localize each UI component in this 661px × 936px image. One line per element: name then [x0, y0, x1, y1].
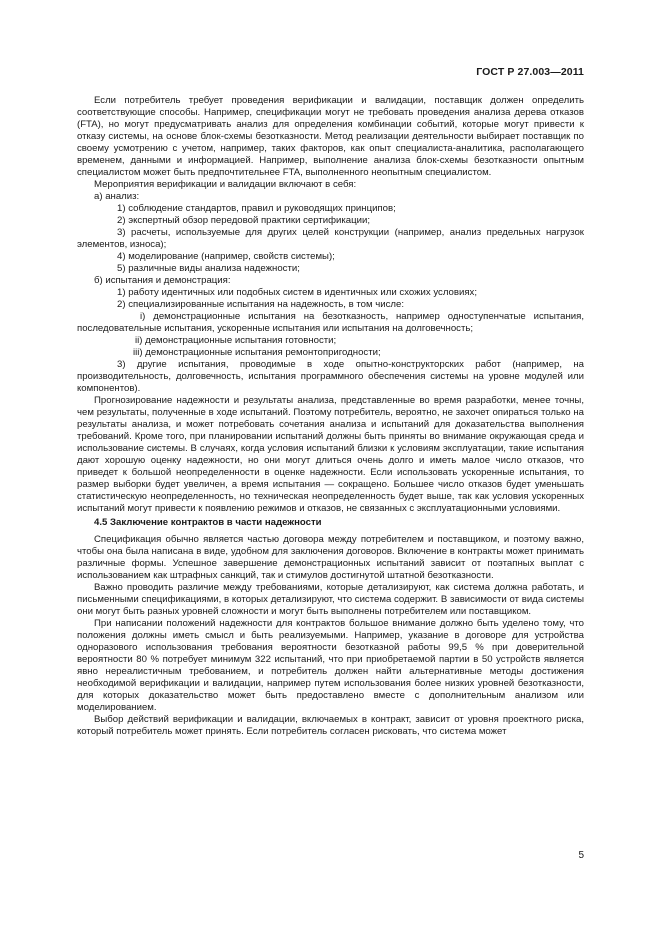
- section-heading: 4.5 Заключение контрактов в части надежности: [94, 517, 322, 528]
- paragraph: Прогнозирование надежности и результаты анализа, представленные во время разработки, менее точны, чем результаты, полученные в ходе испытаний. Поэтому потребитель, вероятно, не захочет опираться только на результаты анализа, и может потребовать сочетания анализа и испытаний для доказательства выполнения требований. Кроме того, при планировании испытаний должны быть приняты во внимание окружающая среда и использование системы. В случаях, когда условия испытаний близки к условиям эксплуатации, такие испытания дают хорошую оценку надежности, но они могут длиться очень долго и иметь малое число отказов, что приведет к большой неопределенности в оценке надежности. Если использовать ускоренные испытания, то размер выборки будет увеличен, а время испытания — сокращено. Большее число отказов будет уменьшать статистическую неопределенность, но техническая неопределенность будет выше, так как условия ускоренных испытаний могут привести к появлению режимов и отказов, не связанных с эксплуатационными условиями.: [77, 395, 584, 514]
- paragraph: Если потребитель требует проведения верификации и валидации, поставщик должен определить соответствующие способы. Например, спецификации могут не требовать проведения анализа дерева отказов (FTA), но могут предусматривать анализ для определения комбинации событий, которые могут привести к отказу системы, на основе блок-схемы безотказности. Метод реализации деятельности выбирает поставщик по своему усмотрению с учетом, например, таких факторов, как опыт специалиста-аналитика, располагающего временем, данными и информацией. Например, выполнение анализа блок-схемы безотказности опытным специалистом может быть предпочтительнее FTA, выполненного неопытным специалистом.: [77, 95, 584, 178]
- list-item-b2: 2) специализированные испытания на надежность, в том числе:: [117, 299, 405, 310]
- list-item-b2-iii: iii) демонстрационные испытания ремонтопригодности;: [133, 347, 381, 358]
- paragraph: При написании положений надежности для контрактов большое внимание должно быть уделено тому, что положения должны иметь смысл и быть реализуемыми. Например, указание в договоре для устройства одноразового использования требования вероятности безотказной работы 99,5 % при доверительной вероятности 80 % потребует минимум 322 испытаний, что при приобретаемой партии в 50 устройств является явно нереалистичным требованием, и потребитель должен найти альтернативные методы достижения необходимой верификации и валидации, например путем использования более низких уровней безотказности, для которых доказательство может быть предоставлено вместе с дополнительным анализом или моделированием.: [77, 618, 584, 713]
- list-item-a: а) анализ:: [94, 191, 140, 202]
- document-header: ГОСТ Р 27.003—2011: [476, 66, 584, 78]
- paragraph: Выбор действий верификации и валидации, включаемых в контракт, зависит от уровня проектного риска, который потребитель может принять. Если потребитель согласен рисковать, что система может: [77, 714, 584, 737]
- page-body: [77, 95, 584, 738]
- list-item-a3: 3) расчеты, используемые для других целей конструкции (например, анализ предельных нагрузок элементов, износа);: [77, 227, 584, 250]
- page-number: 5: [578, 850, 584, 861]
- list-item-b: б) испытания и демонстрация:: [94, 275, 231, 286]
- list-item-b3: 3) другие испытания, проводимые в ходе опытно-конструкторских работ (например, на производительность, долговечность, испытания программного обеспечения системы на уровне модулей или компонентов).: [77, 359, 584, 394]
- paragraph: Спецификация обычно является частью договора между потребителем и поставщиком, и поэтому важно, чтобы она была написана в виде, удобном для заключения договоров. Включение в контракты может принимать различные формы. Успешное завершение демонстрационных испытаний зависит от поэтапных выплат с использованием как штрафных санкций, так и стимулов достигнутой штатной безотказности.: [77, 534, 584, 581]
- list-item-a2: 2) экспертный обзор передовой практики сертификации;: [117, 215, 371, 226]
- list-item-b2-i: i) демонстрационные испытания на безотказность, например одноступенчатые испытания, последовательные испытания, ускоренные испытания или испытания на долговечность;: [77, 311, 584, 334]
- list-item-a1: 1) соблюдение стандартов, правил и руководящих принципов;: [117, 203, 396, 214]
- paragraph: Важно проводить различие между требованиями, которые детализируют, как система должна работать, и письменными спецификациями, в которых детализируют, что система содержит. В зависимости от вида системы они могут быть разных уровней сложности и могут быть выполнены потребителем или поставщиком.: [77, 582, 584, 617]
- list-item-b1: 1) работу идентичных или подобных систем в идентичных или схожих условиях;: [117, 287, 478, 298]
- list-item-b2-ii: ii) демонстрационные испытания готовности;: [135, 335, 337, 346]
- list-item-a5: 5) различные виды анализа надежности;: [117, 263, 300, 274]
- list-item-a4: 4) моделирование (например, свойств системы);: [117, 251, 335, 262]
- paragraph: Мероприятия верификации и валидации включают в себя:: [94, 179, 357, 190]
